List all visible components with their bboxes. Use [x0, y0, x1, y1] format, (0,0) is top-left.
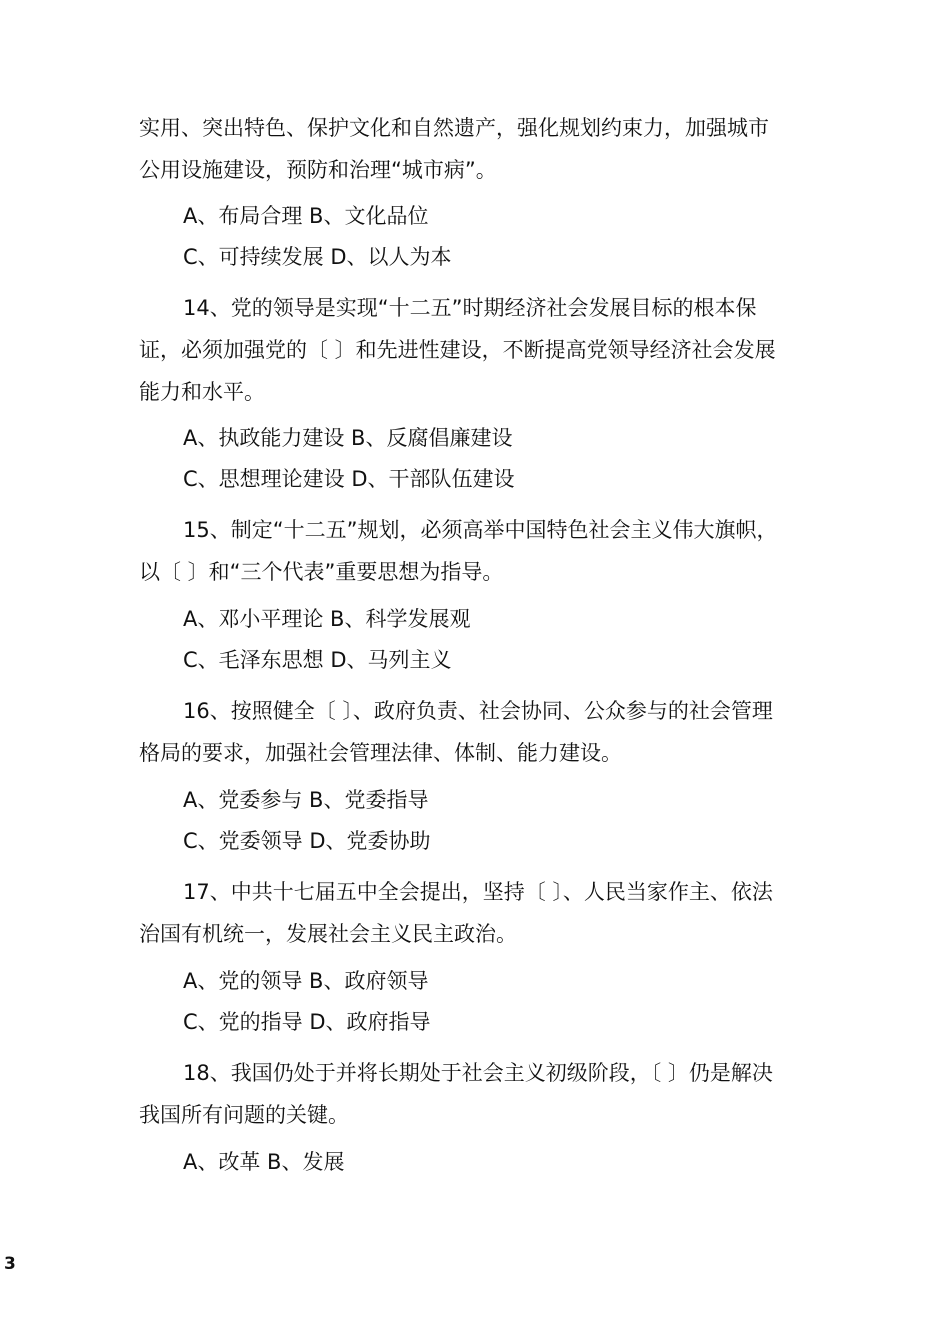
- text-line: 以〔 〕和“三个代表”重要思想为指导。: [139, 560, 504, 584]
- text-line: 能力和水平。: [139, 380, 265, 404]
- text-line: 实用、突出特色、保护文化和自然遗产，强化规划约束力，加强城市: [139, 116, 769, 140]
- option-line: C、党的指导 D、政府指导: [183, 1010, 431, 1034]
- option-line: A、改革 B、发展: [183, 1150, 345, 1174]
- text-line: 公用设施建设，预防和治理“城市病”。: [139, 158, 497, 182]
- text-line: 格局的要求，加强社会管理法律、体制、能力建设。: [139, 741, 622, 765]
- text-line: 治国有机统一，发展社会主义民主政治。: [139, 922, 517, 946]
- option-line: A、布局合理 B、文化品位: [183, 204, 429, 228]
- text-line: 我国所有问题的关键。: [139, 1103, 349, 1127]
- question-line: 17、中共十七届五中全会提出，坚持〔 〕、人民当家作主、依法: [183, 880, 773, 904]
- option-line: A、邓小平理论 B、科学发展观: [183, 607, 471, 631]
- question-line: 18、我国仍处于并将长期处于社会主义初级阶段，〔 〕仍是解决: [183, 1061, 773, 1085]
- option-line: A、党委参与 B、党委指导: [183, 788, 429, 812]
- option-line: C、可持续发展 D、以人为本: [183, 245, 452, 269]
- option-line: A、执政能力建设 B、反腐倡廉建设: [183, 426, 513, 450]
- option-line: C、党委领导 D、党委协助: [183, 829, 431, 853]
- option-line: A、党的领导 B、政府领导: [183, 969, 429, 993]
- question-line: 14、党的领导是实现“十二五”时期经济社会发展目标的根本保: [183, 296, 757, 320]
- question-line: 15、制定“十二五”规划，必须高举中国特色社会主义伟大旗帜，: [183, 518, 778, 542]
- option-line: C、思想理论建设 D、干部队伍建设: [183, 467, 515, 491]
- page-number: 3: [4, 1254, 16, 1274]
- text-line: 证，必须加强党的〔 〕和先进性建设，不断提高党领导经济社会发展: [139, 338, 776, 362]
- option-line: C、毛泽东思想 D、马列主义: [183, 648, 452, 672]
- question-line: 16、按照健全〔 〕、政府负责、社会协同、公众参与的社会管理: [183, 699, 773, 723]
